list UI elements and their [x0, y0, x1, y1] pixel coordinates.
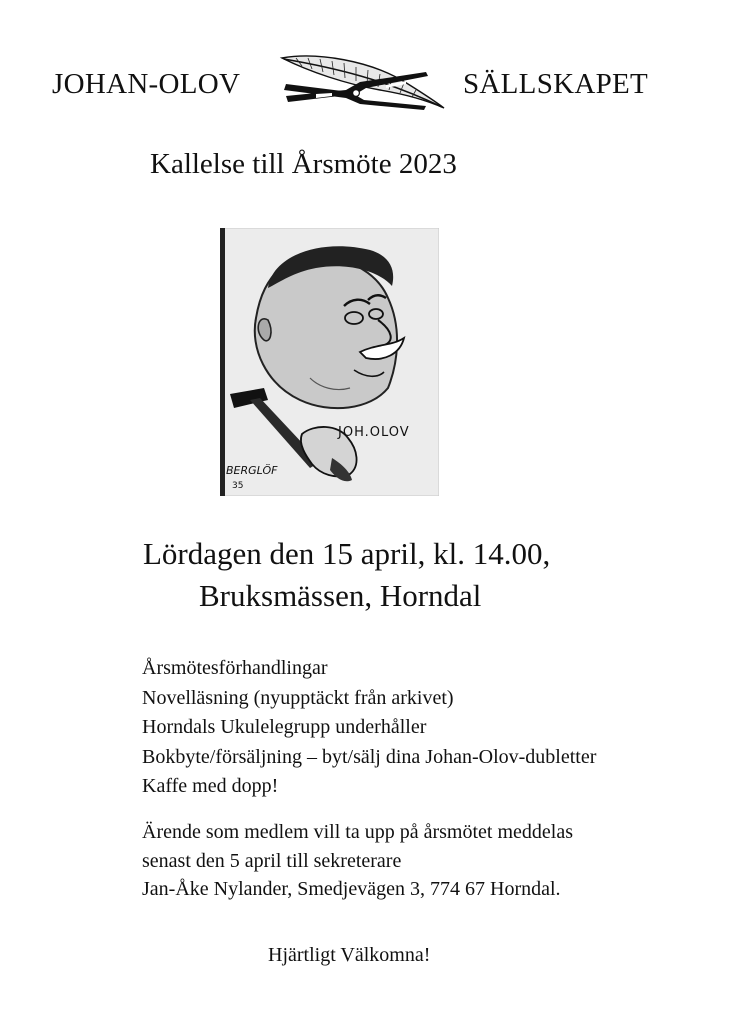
page-title: Kallelse till Årsmöte 2023: [150, 148, 457, 180]
note-line: Ärende som medlem vill ta upp på årsmötet meddelas: [142, 821, 573, 843]
caricature-portrait: [220, 228, 439, 496]
event-date: Lördagen den 15 april, kl. 14.00,: [143, 536, 551, 571]
quill-and-pliers-icon: [276, 50, 448, 112]
society-name-left: JOHAN-OLOV: [52, 68, 241, 100]
portrait-signature-year: 35: [232, 481, 244, 491]
list-item: Novelläsning (nyupptäckt från arkivet): [142, 686, 454, 709]
list-item: Kaffe med dopp!: [142, 775, 279, 797]
note-line: Jan-Åke Nylander, Smedjevägen 3, 774 67 Horndal.: [142, 878, 561, 900]
member-matters-note: [142, 818, 573, 904]
portrait-caption: JOH.OLOV: [338, 425, 410, 440]
closing-greeting: Hjärtligt Välkomna!: [268, 944, 431, 966]
event-venue: Bruksmässen, Horndal: [199, 578, 482, 613]
society-name-right: SÄLLSKAPET: [463, 68, 649, 100]
agenda-list: [142, 654, 596, 802]
note-line: senast den 5 april till sekreterare: [142, 849, 402, 872]
portrait-signature: BERGLÖF: [226, 464, 278, 477]
list-item: Bokbyte/försäljning – byt/sälj dina Johan-Olov-dubletter: [142, 745, 597, 768]
list-item: Årsmötesförhandlingar: [142, 657, 328, 679]
list-item: Horndals Ukulelegrupp underhåller: [142, 716, 427, 738]
